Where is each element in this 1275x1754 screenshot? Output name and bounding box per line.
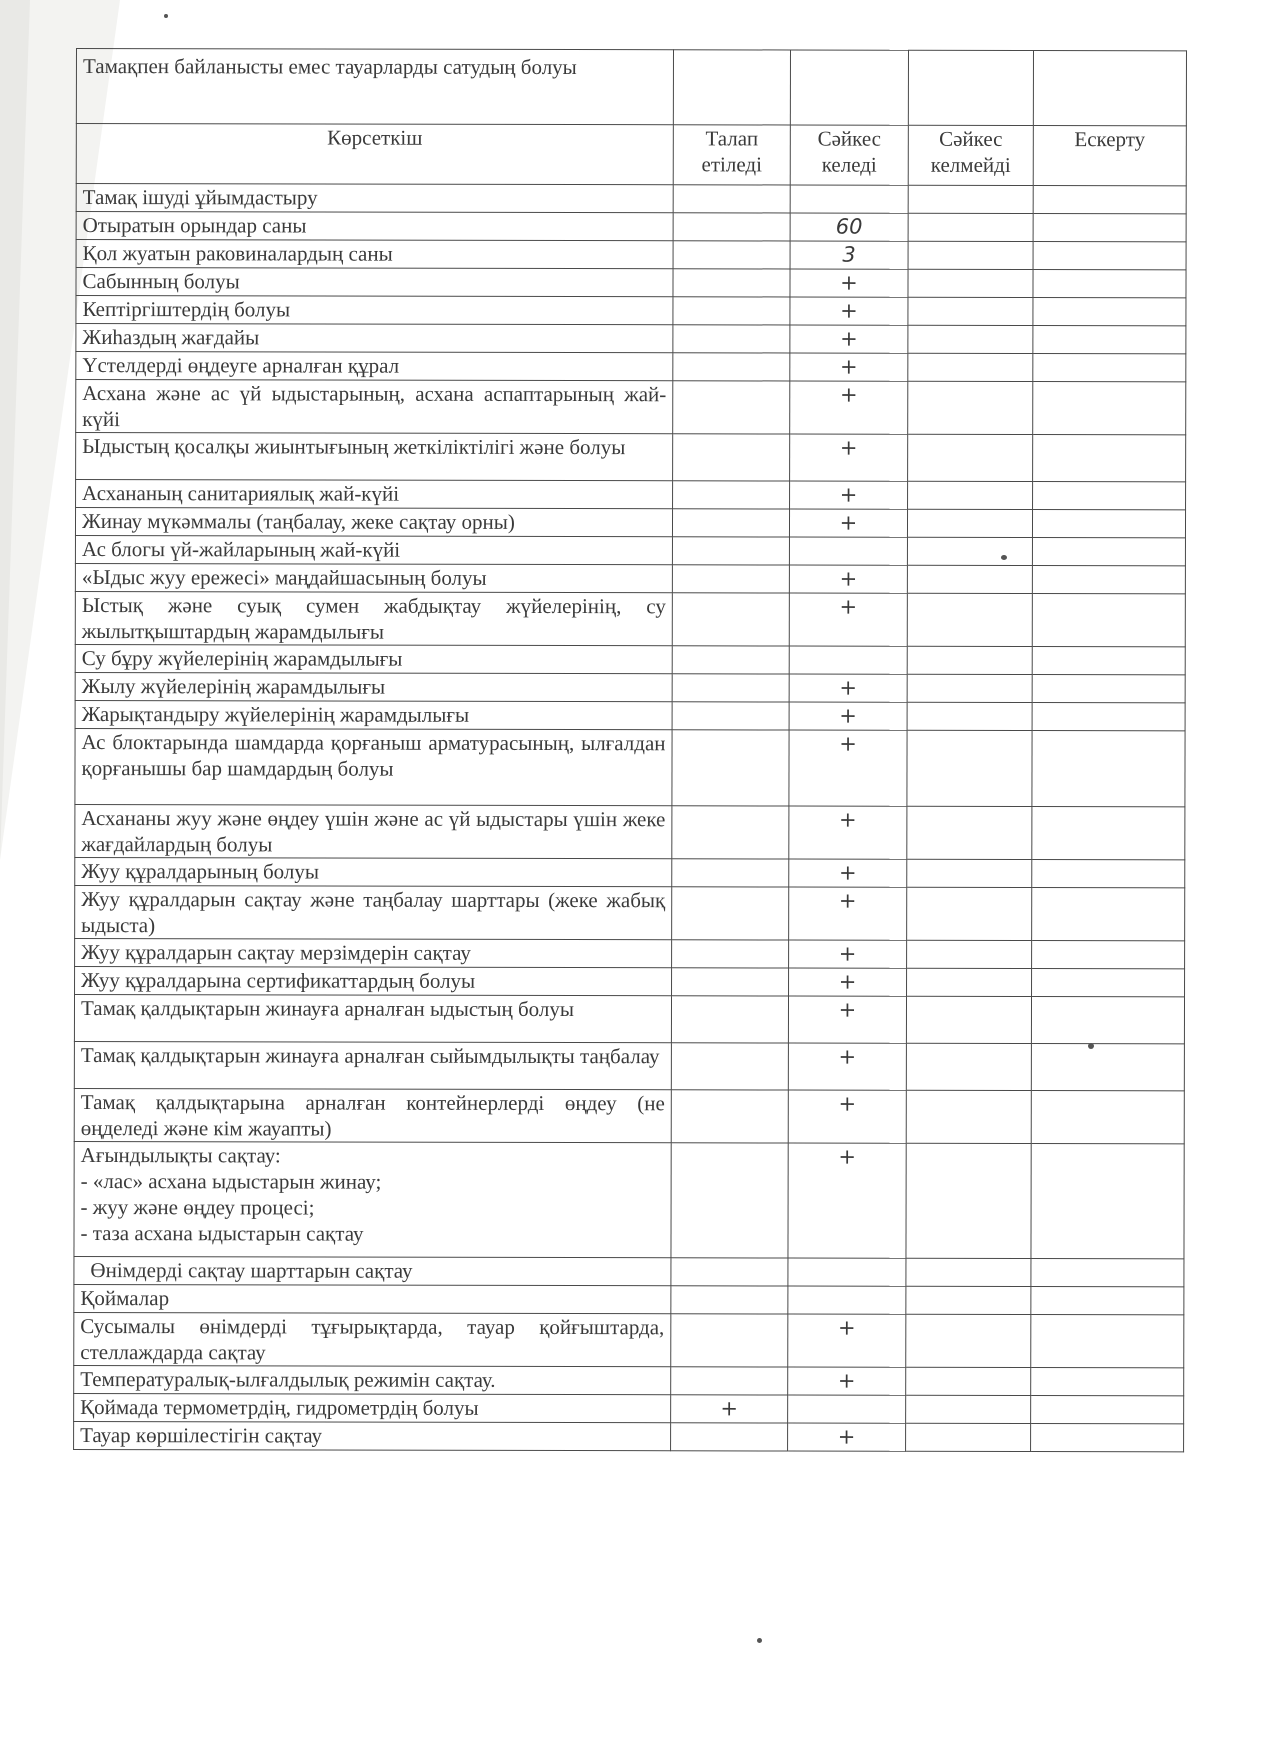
- table-row: [75, 672, 1185, 702]
- compliant-cell: [788, 1286, 906, 1314]
- row-label: Ас блоктарында шамдарда қорғаныш арматурасының, ылғалдан қорғанышы бар шамдардың болуы: [75, 728, 672, 805]
- required-cell: [673, 269, 790, 297]
- required-cell: [672, 887, 789, 940]
- row-label-subline: - жуу және өңдеу процесі;: [80, 1195, 315, 1220]
- table-row: [75, 700, 1185, 730]
- row-label: «Ыдыс жуу ережесі» маңдайшасының болуы: [75, 563, 672, 592]
- scan-speck: [1088, 1043, 1094, 1049]
- row-label: Жинау мүкәммалы (таңбалау, жеке сақтау орны): [75, 508, 672, 537]
- row-label: Қол жуатын раковиналардың саны: [76, 240, 673, 269]
- note-cell: [1032, 594, 1185, 647]
- header-noncompliant: Сәйкес келмейді: [908, 125, 1033, 185]
- note-cell: [1033, 435, 1186, 482]
- noncompliant-cell: [907, 730, 1032, 806]
- noncompliant-cell: [908, 481, 1033, 509]
- row-label: Жуу құралдарын сақтау және таңбалау шарттары (жеке жабық ыдыста): [75, 885, 672, 939]
- compliant-cell: [788, 1258, 906, 1286]
- table-row: [76, 480, 1186, 510]
- note-cell: [1032, 860, 1185, 888]
- table-row: [76, 433, 1186, 482]
- intro-compliant-cell: [790, 50, 908, 125]
- required-cell: [673, 297, 790, 325]
- compliant-cell: +: [790, 381, 908, 434]
- note-cell: [1031, 1287, 1184, 1315]
- row-label: Жиһаздың жағдайы: [76, 324, 673, 353]
- row-label: Асхана және ас үй ыдыстарының, асхана аспаптарының жай-күйі: [76, 380, 673, 434]
- intro-label: Тамақпен байланысты емес тауарларды сатудың болуы: [76, 49, 673, 125]
- required-cell: [672, 646, 789, 674]
- noncompliant-cell: [906, 1043, 1031, 1090]
- compliant-cell: +: [789, 565, 907, 593]
- noncompliant-cell: [906, 1314, 1031, 1367]
- table-row: [74, 1088, 1184, 1143]
- table-row: [74, 1312, 1184, 1367]
- intro-noncompliant-cell: [908, 50, 1033, 125]
- row-label: Жуу құралдарын сақтау мерзімдерін сақтау: [75, 938, 672, 967]
- compliant-cell: +: [790, 297, 908, 325]
- table-row: [76, 212, 1186, 242]
- table-row: [75, 644, 1185, 674]
- row-label: Отыратын орындар саны: [76, 212, 673, 241]
- noncompliant-cell: [906, 1367, 1031, 1395]
- row-label: Су бұру жүйелерінің жарамдылығы: [75, 644, 672, 673]
- section-label: Тамақ ішуді ұйымдастыру: [76, 184, 673, 213]
- noncompliant-cell: [907, 702, 1032, 730]
- note-cell: [1032, 538, 1185, 566]
- required-cell: [671, 1258, 788, 1286]
- compliant-cell: 60: [790, 213, 908, 241]
- compliant-cell: +: [788, 1043, 906, 1090]
- note-cell: [1033, 270, 1186, 298]
- header-required: Талап етіледі: [673, 125, 790, 185]
- required-cell: [673, 185, 790, 213]
- note-cell: [1031, 1424, 1184, 1452]
- required-cell: [672, 537, 789, 565]
- required-cell: [672, 806, 789, 859]
- noncompliant-cell: [907, 537, 1032, 565]
- row-label: Жарықтандыру жүйелерінің жарамдылығы: [75, 700, 672, 729]
- note-cell: [1033, 382, 1186, 435]
- required-cell: [672, 509, 789, 537]
- required-cell: [671, 1143, 788, 1258]
- required-cell: [672, 859, 789, 887]
- compliant-cell: [788, 1395, 906, 1423]
- compliant-cell: +: [788, 1143, 906, 1258]
- row-label: Асхананы жуу және өңдеу үшін және ас үй ыдыстары үшін жеке жағдайлардың болуы: [75, 804, 672, 858]
- table-row: [76, 324, 1186, 354]
- note-cell: [1032, 731, 1185, 807]
- row-label: Ыдыстың қосалқы жиынтығының жеткіліктілігі және болуы: [76, 433, 673, 481]
- noncompliant-cell: [908, 381, 1033, 434]
- note-cell: [1032, 675, 1185, 703]
- compliant-cell: +: [789, 968, 907, 996]
- note-cell: [1032, 941, 1185, 969]
- table-row: [74, 994, 1184, 1043]
- note-cell: [1033, 242, 1186, 270]
- required-cell: [671, 1314, 788, 1367]
- noncompliant-cell: [908, 185, 1033, 213]
- note-cell: [1033, 326, 1186, 354]
- intro-note-cell: [1033, 51, 1186, 126]
- required-cell: [673, 213, 790, 241]
- compliant-cell: +: [790, 481, 908, 509]
- section-label: Қоймалар: [74, 1284, 671, 1313]
- table-row: [75, 885, 1185, 940]
- header-compliant: Сәйкес келеді: [790, 125, 908, 185]
- noncompliant-cell: [906, 1090, 1031, 1143]
- note-cell: [1032, 888, 1185, 941]
- compliant-cell: +: [790, 325, 908, 353]
- required-cell: +: [671, 1395, 788, 1423]
- note-cell: [1032, 703, 1185, 731]
- compliant-cell: +: [789, 940, 907, 968]
- noncompliant-cell: [907, 674, 1032, 702]
- required-cell: [672, 593, 789, 646]
- page-fold-edge: [0, 0, 30, 860]
- note-cell: [1031, 1144, 1184, 1259]
- table-row: [75, 508, 1185, 538]
- required-cell: [672, 730, 789, 806]
- noncompliant-cell: [907, 806, 1032, 859]
- note-cell: [1031, 1259, 1184, 1287]
- inspection-checklist-table: [73, 48, 1187, 1452]
- noncompliant-cell: [906, 1395, 1031, 1423]
- compliant-cell: +: [789, 806, 907, 859]
- table-row: [75, 857, 1185, 887]
- noncompliant-cell: [906, 1286, 1031, 1314]
- row-label: Тамақ қалдықтарын жинауға арналған ыдыстың болуы: [74, 994, 671, 1042]
- note-cell: [1033, 482, 1186, 510]
- compliant-cell: +: [789, 674, 907, 702]
- required-cell: [673, 481, 790, 509]
- row-label: Асхананың санитариялық жай-күйі: [76, 480, 673, 509]
- noncompliant-cell: [908, 434, 1033, 481]
- noncompliant-cell: [906, 996, 1031, 1043]
- section-row: [76, 184, 1186, 214]
- header-note: Ескерту: [1033, 126, 1186, 186]
- noncompliant-cell: [907, 509, 1032, 537]
- row-label: Жуу құралдарына сертификаттардың болуы: [75, 966, 672, 995]
- noncompliant-cell: [907, 565, 1032, 593]
- required-cell: [671, 1286, 788, 1314]
- section-row: [75, 536, 1185, 566]
- required-cell: [671, 1043, 788, 1090]
- table-row: [75, 804, 1185, 859]
- table-row: [76, 352, 1186, 382]
- compliant-cell: +: [789, 509, 907, 537]
- table-row: [76, 240, 1186, 270]
- note-cell: [1031, 1044, 1184, 1091]
- noncompliant-cell: [907, 593, 1032, 646]
- noncompliant-cell: [908, 241, 1033, 269]
- required-cell: [672, 565, 789, 593]
- required-cell: [671, 1090, 788, 1143]
- table-row: [76, 296, 1186, 326]
- row-label: Тауар көршілестігін сақтау: [74, 1421, 671, 1450]
- row-label: Үстелдерді өңдеуге арналған құрал: [76, 352, 673, 381]
- row-label: Қоймада термометрдің, гидрометрдің болуы: [74, 1393, 671, 1422]
- table-row: [76, 268, 1186, 298]
- row-label: Сусымалы өнімдерді тұғырықтарда, тауар қойғыштарда, стеллаждарда сақтау: [74, 1312, 671, 1366]
- table-row: [75, 591, 1185, 646]
- table-row: [75, 966, 1185, 996]
- compliant-cell: +: [790, 353, 908, 381]
- noncompliant-cell: [908, 269, 1033, 297]
- note-cell: [1033, 354, 1186, 382]
- note-cell: [1032, 807, 1185, 860]
- row-label-subline: - «лас» асхана ыдыстарын жинау;: [80, 1169, 382, 1194]
- row-label: Жылу жүйелерінің жарамдылығы: [75, 672, 672, 701]
- compliant-cell: +: [789, 593, 907, 646]
- note-cell: [1033, 298, 1186, 326]
- noncompliant-cell: [907, 940, 1032, 968]
- compliant-cell: +: [788, 996, 906, 1043]
- required-cell: [672, 674, 789, 702]
- compliant-cell: +: [790, 269, 908, 297]
- noncompliant-cell: [906, 1423, 1031, 1451]
- compliant-cell: +: [789, 887, 907, 940]
- section-row: [74, 1284, 1184, 1314]
- section-row: [74, 1256, 1184, 1286]
- section-label: Ас блогы үй-жайларының жай-күйі: [75, 536, 672, 565]
- compliant-cell: [789, 537, 907, 565]
- required-cell: [672, 968, 789, 996]
- table-row: [75, 728, 1185, 806]
- note-cell: [1033, 214, 1186, 242]
- row-label: Сабынның болуы: [76, 268, 673, 297]
- required-cell: [671, 996, 788, 1043]
- compliant-cell: +: [789, 730, 907, 806]
- table-row: [76, 380, 1186, 435]
- table-row: [74, 1365, 1184, 1395]
- note-cell: [1032, 510, 1185, 538]
- header-indicator: Көрсеткіш: [76, 124, 673, 185]
- noncompliant-cell: [908, 297, 1033, 325]
- table-row: [75, 563, 1185, 593]
- compliant-cell: +: [788, 1314, 906, 1367]
- noncompliant-cell: [907, 968, 1032, 996]
- row-label: Жуу құралдарының болуы: [75, 857, 672, 886]
- header-row: [76, 124, 1186, 186]
- noncompliant-cell: [908, 213, 1033, 241]
- required-cell: [671, 1367, 788, 1395]
- note-cell: [1031, 1315, 1184, 1368]
- note-cell: [1032, 969, 1185, 997]
- compliant-cell: 3: [790, 241, 908, 269]
- section-label: Өнімдерді сақтау шарттарын сақтау: [74, 1256, 671, 1285]
- row-label: Кептіргіштердің болуы: [76, 296, 673, 325]
- table-row: [74, 1141, 1184, 1258]
- row-label: Ыстық және суық сумен жабдықтау жүйелерінің, су жылытқыштардың жарамдылығы: [75, 591, 672, 645]
- noncompliant-cell: [907, 859, 1032, 887]
- required-cell: [673, 381, 790, 434]
- required-cell: [673, 434, 790, 481]
- scan-speck: [757, 1638, 762, 1643]
- note-cell: [1032, 647, 1185, 675]
- intro-row: [76, 49, 1186, 126]
- row-label: Тамақ қалдықтарын жинауға арналған сыйымдылықты таңбалау: [74, 1041, 671, 1089]
- required-cell: [672, 702, 789, 730]
- required-cell: [673, 241, 790, 269]
- noncompliant-cell: [907, 646, 1032, 674]
- note-cell: [1031, 997, 1184, 1044]
- row-label: [74, 1141, 671, 1257]
- compliant-cell: [789, 646, 907, 674]
- note-cell: [1032, 566, 1185, 594]
- noncompliant-cell: [908, 353, 1033, 381]
- note-cell: [1033, 186, 1186, 214]
- compliant-cell: +: [790, 434, 908, 481]
- table-row: [74, 1041, 1184, 1090]
- compliant-cell: [790, 185, 908, 213]
- note-cell: [1031, 1368, 1184, 1396]
- note-cell: [1031, 1091, 1184, 1144]
- compliant-cell: +: [789, 702, 907, 730]
- row-label-subline: - таза асхана ыдыстарын сақтау: [80, 1221, 364, 1246]
- compliant-cell: +: [788, 1423, 906, 1451]
- table-row: [74, 1421, 1184, 1451]
- scan-speck: [1001, 555, 1007, 560]
- compliant-cell: +: [788, 1367, 906, 1395]
- compliant-cell: +: [789, 859, 907, 887]
- row-label: Температуралық-ылғалдылық режимін сақтау.: [74, 1365, 671, 1394]
- row-label: Тамақ қалдықтарына арналған контейнерлерді өңдеу (не өңделеді және кім жауапты): [74, 1088, 671, 1142]
- noncompliant-cell: [906, 1258, 1031, 1286]
- required-cell: [673, 353, 790, 381]
- table-row: [75, 938, 1185, 968]
- required-cell: [672, 940, 789, 968]
- required-cell: [673, 325, 790, 353]
- compliant-cell: +: [788, 1090, 906, 1143]
- scan-speck: [164, 14, 168, 18]
- noncompliant-cell: [907, 887, 1032, 940]
- noncompliant-cell: [908, 325, 1033, 353]
- required-cell: [671, 1423, 788, 1451]
- intro-required-cell: [673, 50, 790, 125]
- note-cell: [1031, 1396, 1184, 1424]
- noncompliant-cell: [906, 1143, 1031, 1258]
- table-row: [74, 1393, 1184, 1423]
- row-label-heading: Ағындылықты сақтау:: [80, 1143, 281, 1168]
